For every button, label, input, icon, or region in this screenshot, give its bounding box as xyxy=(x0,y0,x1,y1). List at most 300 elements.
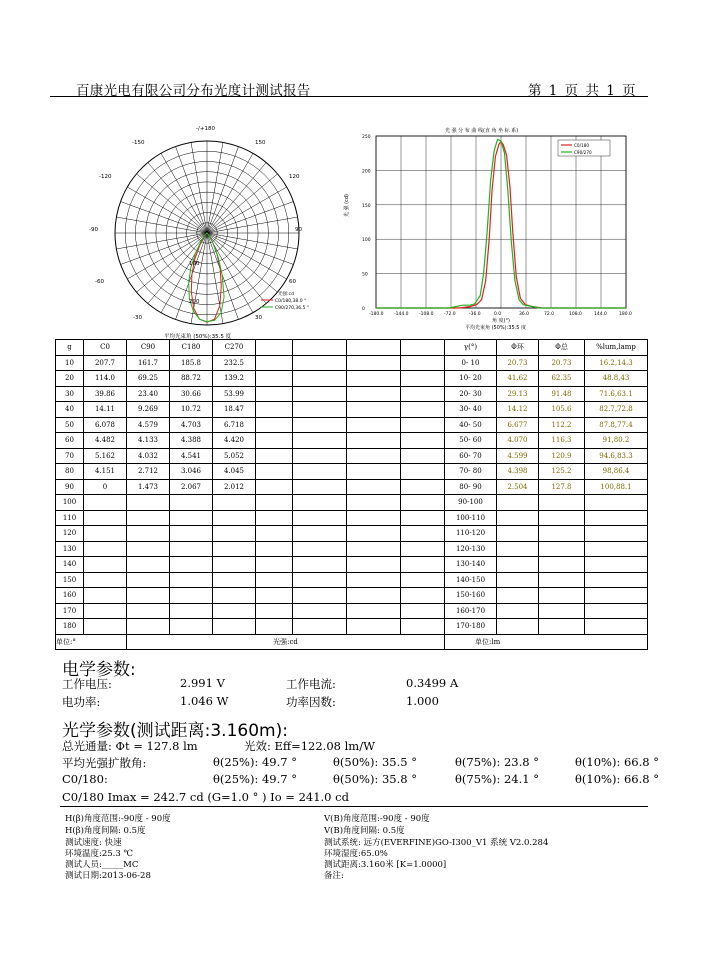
footer-v-range: V(B)角度范围:-90度 - 90度 xyxy=(324,814,430,824)
table-cell xyxy=(497,510,539,526)
table-cell xyxy=(347,340,401,356)
table-row xyxy=(56,386,648,402)
table-cell xyxy=(497,619,539,635)
table-cell xyxy=(127,572,170,588)
x-tick-label: 144.0 xyxy=(594,312,607,317)
table-row xyxy=(56,448,648,464)
table-cell: 140 xyxy=(56,557,84,573)
table-cell xyxy=(347,371,401,387)
table-cell xyxy=(256,557,293,573)
table-cell: 30 xyxy=(56,386,84,402)
table-cell: 30.66 xyxy=(170,386,213,402)
table-cell xyxy=(170,588,213,604)
table-cell xyxy=(401,603,445,619)
table-cell xyxy=(127,588,170,604)
table-cell xyxy=(170,526,213,542)
table-cell: 91.48 xyxy=(539,386,585,402)
table-cell xyxy=(256,526,293,542)
table-row xyxy=(56,603,648,619)
table-cell xyxy=(347,603,401,619)
footer-h-step: H(β)角度间隔: 0.5度 xyxy=(65,826,146,836)
beam-25: θ(25%): 49.7 ° xyxy=(213,755,297,769)
optical-title: 光学参数(测试距离:3.160m): xyxy=(62,721,288,741)
table-cell xyxy=(256,386,293,402)
table-cell: 20.73 xyxy=(539,355,585,371)
table-cell xyxy=(84,495,127,511)
table-cell xyxy=(539,526,585,542)
table-cell: 80 xyxy=(56,464,84,480)
table-cell: 6.078 xyxy=(84,417,127,433)
x-axis-label: 角 度(°) xyxy=(492,318,510,324)
table-cell: %lum,lamp xyxy=(585,340,648,356)
table-cell: γ(°) xyxy=(445,340,497,356)
pf-value: 1.000 xyxy=(406,694,439,708)
table-cell xyxy=(293,557,347,573)
table-cell xyxy=(293,340,347,356)
table-cell: 232.5 xyxy=(213,355,256,371)
y-tick-label: 250 xyxy=(362,135,371,140)
table-cell xyxy=(256,588,293,604)
header-divider xyxy=(50,96,648,97)
table-cell: 91,80.2 xyxy=(585,433,648,449)
table-cell: 50- 60 xyxy=(445,433,497,449)
table-cell: 70- 80 xyxy=(445,464,497,480)
table-cell xyxy=(585,572,648,588)
table-cell xyxy=(256,371,293,387)
table-cell xyxy=(84,541,127,557)
table-cell: 140-150 xyxy=(445,572,497,588)
table-cell xyxy=(293,479,347,495)
current-label: 工作电流: xyxy=(286,677,336,691)
table-cell: 29.13 xyxy=(497,386,539,402)
table-cell xyxy=(401,386,445,402)
table-cell xyxy=(293,572,347,588)
table-cell: Φ总 xyxy=(539,340,585,356)
imax-line: C0/180 Imax = 242.7 cd (G=1.0 ° ) Io = 241.0 cd xyxy=(62,790,349,804)
table-cell xyxy=(293,510,347,526)
table-cell xyxy=(170,541,213,557)
table-cell: 100-110 xyxy=(445,510,497,526)
table-cell xyxy=(256,479,293,495)
table-cell: 130-140 xyxy=(445,557,497,573)
table-cell xyxy=(213,619,256,635)
table-cell xyxy=(293,495,347,511)
table-cell: 207.7 xyxy=(84,355,127,371)
table-cell: 10 xyxy=(56,355,84,371)
table-cell xyxy=(401,464,445,480)
y-tick-label: 100 xyxy=(362,238,371,244)
table-cell xyxy=(497,557,539,573)
table-row xyxy=(56,572,648,588)
table-cell: C270 xyxy=(213,340,256,356)
y-tick-label: 200 xyxy=(362,169,371,175)
table-cell xyxy=(256,417,293,433)
table-cell: 6.677 xyxy=(497,417,539,433)
table-cell: 80- 90 xyxy=(445,479,497,495)
table-cell xyxy=(256,603,293,619)
table-cell xyxy=(213,572,256,588)
polar-angle-label: -90 xyxy=(89,227,98,233)
c0-75: θ(75%): 24.1 ° xyxy=(455,772,539,786)
table-cell: 6.718 xyxy=(213,417,256,433)
table-cell xyxy=(401,619,445,635)
polar-angle-label: -60 xyxy=(95,279,104,285)
chart-footer: 平均光束角 (50%):35.5 度 xyxy=(465,325,527,331)
table-cell xyxy=(585,526,648,542)
table-cell xyxy=(84,510,127,526)
table-cell xyxy=(256,495,293,511)
table-cell xyxy=(539,510,585,526)
table-cell: 50 xyxy=(56,417,84,433)
table-cell: 60- 70 xyxy=(445,448,497,464)
c0-label: C0/180: xyxy=(62,772,108,786)
table-cell xyxy=(293,526,347,542)
table-cell xyxy=(585,619,648,635)
table-cell: 20.73 xyxy=(497,355,539,371)
table-cell xyxy=(170,495,213,511)
table-cell xyxy=(347,526,401,542)
table-cell xyxy=(256,510,293,526)
table-cell xyxy=(401,355,445,371)
table-cell xyxy=(401,371,445,387)
table-cell: 120 xyxy=(56,526,84,542)
table-cell xyxy=(401,433,445,449)
voltage-label: 工作电压: xyxy=(62,677,112,691)
table-cell: 94.6,83.3 xyxy=(585,448,648,464)
table-cell xyxy=(497,603,539,619)
legend-label: C0/180 xyxy=(574,143,589,148)
table-cell xyxy=(84,603,127,619)
table-cell xyxy=(293,386,347,402)
table-cell xyxy=(293,448,347,464)
polar-angle-label: 90 xyxy=(295,227,302,233)
table-cell xyxy=(401,340,445,356)
table-cell xyxy=(84,526,127,542)
table-cell: 114.0 xyxy=(84,371,127,387)
polar-chart xyxy=(89,118,325,343)
table-cell: 100 xyxy=(56,495,84,511)
polar-angle-label: 120 xyxy=(289,174,300,180)
table-cell xyxy=(213,541,256,557)
table-cell: 82.7,72.8 xyxy=(585,402,648,418)
polar-unit: 光强:cd xyxy=(278,292,294,297)
table-cell xyxy=(256,619,293,635)
polar-angle-label: -150 xyxy=(132,140,145,146)
table-cell: C180 xyxy=(170,340,213,356)
table-row xyxy=(56,557,648,573)
table-cell: 110-120 xyxy=(445,526,497,542)
table-row xyxy=(56,495,648,511)
table-cell xyxy=(347,386,401,402)
report-title: 百康光电有限公司分布光度计测试报告 xyxy=(76,83,311,99)
table-cell xyxy=(293,371,347,387)
table-row xyxy=(56,464,648,480)
table-cell xyxy=(585,603,648,619)
table-cell: 105.6 xyxy=(539,402,585,418)
power-value: 1.046 W xyxy=(180,694,229,708)
table-cell: 69.25 xyxy=(127,371,170,387)
table-cell: g xyxy=(56,340,84,356)
table-cell xyxy=(497,588,539,604)
polar-angle-label: 60 xyxy=(289,279,296,285)
x-tick-label: -72.0 xyxy=(444,312,456,317)
table-cell xyxy=(347,541,401,557)
table-row xyxy=(56,433,648,449)
table-cell xyxy=(213,495,256,511)
chart-legend xyxy=(558,140,610,156)
table-row xyxy=(56,510,648,526)
table-cell: 10.72 xyxy=(170,402,213,418)
table-cell xyxy=(347,588,401,604)
table-cell: 4.482 xyxy=(84,433,127,449)
table-cell xyxy=(127,541,170,557)
polar-radial-label: 200 xyxy=(189,299,200,305)
footer-speed: 测试速度: 快速 xyxy=(65,838,122,848)
table-cell xyxy=(585,588,648,604)
table-cell xyxy=(347,464,401,480)
x-tick-label: 108.0 xyxy=(569,312,582,317)
table-cell: 20- 30 xyxy=(445,386,497,402)
table-cell: 139.2 xyxy=(213,371,256,387)
table-cell xyxy=(347,557,401,573)
table-cell xyxy=(256,464,293,480)
table-cell: 160 xyxy=(56,588,84,604)
table-cell xyxy=(213,588,256,604)
table-cell xyxy=(127,557,170,573)
table-cell xyxy=(401,557,445,573)
table-cell xyxy=(347,402,401,418)
page-number: 第 1 页 共 1 页 xyxy=(528,83,636,99)
table-cell xyxy=(401,510,445,526)
footer-distance: 测试距离:3.160米 [K=1.0000] xyxy=(324,860,447,870)
polar-angle-label: 150 xyxy=(255,140,266,146)
x-tick-label: 180.0 xyxy=(619,312,632,317)
table-cell: 48.8,43 xyxy=(585,371,648,387)
chart-grid xyxy=(362,134,632,317)
table-cell xyxy=(401,572,445,588)
table-cell xyxy=(293,619,347,635)
table-cell xyxy=(84,588,127,604)
table-cell xyxy=(170,619,213,635)
table-cell xyxy=(293,464,347,480)
table-row xyxy=(56,619,648,635)
table-cell: 170-180 xyxy=(445,619,497,635)
table-row xyxy=(56,402,648,418)
table-cell: 18.47 xyxy=(213,402,256,418)
table-cell: 90 xyxy=(56,479,84,495)
table-cell: 14.12 xyxy=(497,402,539,418)
table-cell xyxy=(401,541,445,557)
table-cell: 4.398 xyxy=(497,464,539,480)
table-cell xyxy=(256,448,293,464)
table-row xyxy=(56,417,648,433)
table-cell xyxy=(127,510,170,526)
table-cell xyxy=(213,510,256,526)
table-cell xyxy=(256,541,293,557)
table-cell: 130 xyxy=(56,541,84,557)
table-cell xyxy=(539,572,585,588)
table-cell xyxy=(293,402,347,418)
table-row xyxy=(56,541,648,557)
table-cell: 2.012 xyxy=(213,479,256,495)
table-footer-row xyxy=(56,634,648,650)
table-cell: 116.3 xyxy=(539,433,585,449)
pf-label: 功率因数: xyxy=(286,695,336,709)
table-cell xyxy=(127,619,170,635)
table-cell: 41.62 xyxy=(497,371,539,387)
table-cell xyxy=(84,557,127,573)
voltage-value: 2.991 V xyxy=(180,676,225,690)
table-cell: 9.269 xyxy=(127,402,170,418)
table-cell xyxy=(256,572,293,588)
table-cell xyxy=(170,603,213,619)
table-cell: 4.388 xyxy=(170,433,213,449)
table-cell: 4.151 xyxy=(84,464,127,480)
table-cell xyxy=(170,572,213,588)
table-row xyxy=(56,526,648,542)
table-cell xyxy=(539,619,585,635)
table-cell xyxy=(539,541,585,557)
table-cell: 5.162 xyxy=(84,448,127,464)
table-cell: 100,88.1 xyxy=(585,479,648,495)
table-cell: 30- 40 xyxy=(445,402,497,418)
table-cell: 2.712 xyxy=(127,464,170,480)
table-cell xyxy=(401,417,445,433)
table-cell xyxy=(293,588,347,604)
table-cell xyxy=(347,355,401,371)
table-cell: 62.35 xyxy=(539,371,585,387)
table-cell: 170 xyxy=(56,603,84,619)
table-cell: 150 xyxy=(56,572,84,588)
table-cell xyxy=(213,526,256,542)
y-tick-label: 50 xyxy=(362,272,368,278)
footer-system: 测试系统: 远方(EVERFINE)GO-I300_V1 系统 V2.0.284 xyxy=(324,838,549,848)
table-cell xyxy=(401,588,445,604)
table-cell xyxy=(84,572,127,588)
table-cell: 71.6,63.1 xyxy=(585,386,648,402)
table-cell xyxy=(256,433,293,449)
table-cell: 39.86 xyxy=(84,386,127,402)
table-cell: 0- 10 xyxy=(445,355,497,371)
table-cell: 120-130 xyxy=(445,541,497,557)
table-cell: 53.99 xyxy=(213,386,256,402)
electrical-title: 电学参数: xyxy=(62,660,136,680)
table-cell: 4.541 xyxy=(170,448,213,464)
table-cell xyxy=(293,417,347,433)
table-row xyxy=(56,371,648,387)
polar-angle-label: -30 xyxy=(133,315,142,321)
table-cell: 88.72 xyxy=(170,371,213,387)
table-cell: 5.052 xyxy=(213,448,256,464)
table-cell: 4.420 xyxy=(213,433,256,449)
table-cell xyxy=(256,402,293,418)
table-cell xyxy=(293,355,347,371)
table-cell: 60 xyxy=(56,433,84,449)
beam-10: θ(10%): 66.8 ° xyxy=(575,755,659,769)
c0-50: θ(50%): 35.8 ° xyxy=(333,772,417,786)
polar-legend: C90/270,36.5 ° xyxy=(275,306,310,311)
table-cell xyxy=(401,495,445,511)
table-cell xyxy=(293,541,347,557)
x-tick-label: 0.0 xyxy=(494,312,502,317)
table-cell: 23.40 xyxy=(127,386,170,402)
table-cell: 98,86.4 xyxy=(585,464,648,480)
table-cell: 10- 20 xyxy=(445,371,497,387)
table-cell xyxy=(256,355,293,371)
table-cell xyxy=(347,619,401,635)
table-cell: 180 xyxy=(56,619,84,635)
y-axis-label: 光 强 (cd) xyxy=(344,193,350,217)
table-cell: 4.133 xyxy=(127,433,170,449)
table-cell xyxy=(127,526,170,542)
table-cell xyxy=(213,557,256,573)
table-cell xyxy=(256,340,293,356)
x-tick-label: -144.0 xyxy=(394,312,409,317)
footer-date: 测试日期:2013-06-28 xyxy=(65,871,151,881)
table-cell xyxy=(213,603,256,619)
table-cell: 160-170 xyxy=(445,603,497,619)
current-value: 0.3499 A xyxy=(406,676,459,690)
table-cell xyxy=(293,603,347,619)
table-cell xyxy=(497,541,539,557)
table-cell: 单位:lm xyxy=(445,634,648,650)
table-cell: 112.2 xyxy=(539,417,585,433)
table-cell: 4.070 xyxy=(497,433,539,449)
footer-humidity: 环境湿度:65.0% xyxy=(324,849,388,859)
data-table xyxy=(55,339,648,650)
table-cell xyxy=(401,479,445,495)
table-cell xyxy=(84,619,127,635)
table-row xyxy=(56,588,648,604)
beam-75: θ(75%): 23.8 ° xyxy=(455,755,539,769)
table-cell xyxy=(539,495,585,511)
x-tick-label: -36.0 xyxy=(469,312,481,317)
table-cell: 150-160 xyxy=(445,588,497,604)
footer-h-range: H(β)角度范围:-90度 - 90度 xyxy=(65,814,171,824)
x-tick-label: 36.0 xyxy=(519,312,530,317)
footer-divider xyxy=(60,806,648,807)
table-cell: 185.8 xyxy=(170,355,213,371)
table-cell: Φ环 xyxy=(497,340,539,356)
table-cell: 40 xyxy=(56,402,84,418)
table-cell xyxy=(347,495,401,511)
beam-50: θ(50%): 35.5 ° xyxy=(333,755,417,769)
table-cell: 4.599 xyxy=(497,448,539,464)
x-tick-label: -180.0 xyxy=(369,312,384,317)
cartesian-chart xyxy=(340,122,640,332)
table-cell xyxy=(585,541,648,557)
polar-angle-label: -120 xyxy=(99,174,112,180)
table-cell xyxy=(347,433,401,449)
table-cell xyxy=(497,495,539,511)
table-cell: 0 xyxy=(84,479,127,495)
footer-v-step: V(B)角度间隔: 0.5度 xyxy=(324,826,405,836)
chart-title: 光 强 分 布 曲 线(直 角 坐 标 系) xyxy=(445,128,519,134)
table-cell xyxy=(497,526,539,542)
polar-angle-label: 30 xyxy=(255,315,262,321)
table-cell xyxy=(347,572,401,588)
table-cell: C0 xyxy=(84,340,127,356)
table-cell xyxy=(127,603,170,619)
y-tick-label: 0 xyxy=(362,307,365,312)
polar-avg-beam: 平均光束角 (50%):35.5 度 xyxy=(164,334,232,340)
table-cell xyxy=(539,588,585,604)
table-cell: 87.8,77.4 xyxy=(585,417,648,433)
table-header-row xyxy=(56,340,648,356)
table-cell: 70 xyxy=(56,448,84,464)
table-cell xyxy=(293,433,347,449)
table-row xyxy=(56,355,648,371)
